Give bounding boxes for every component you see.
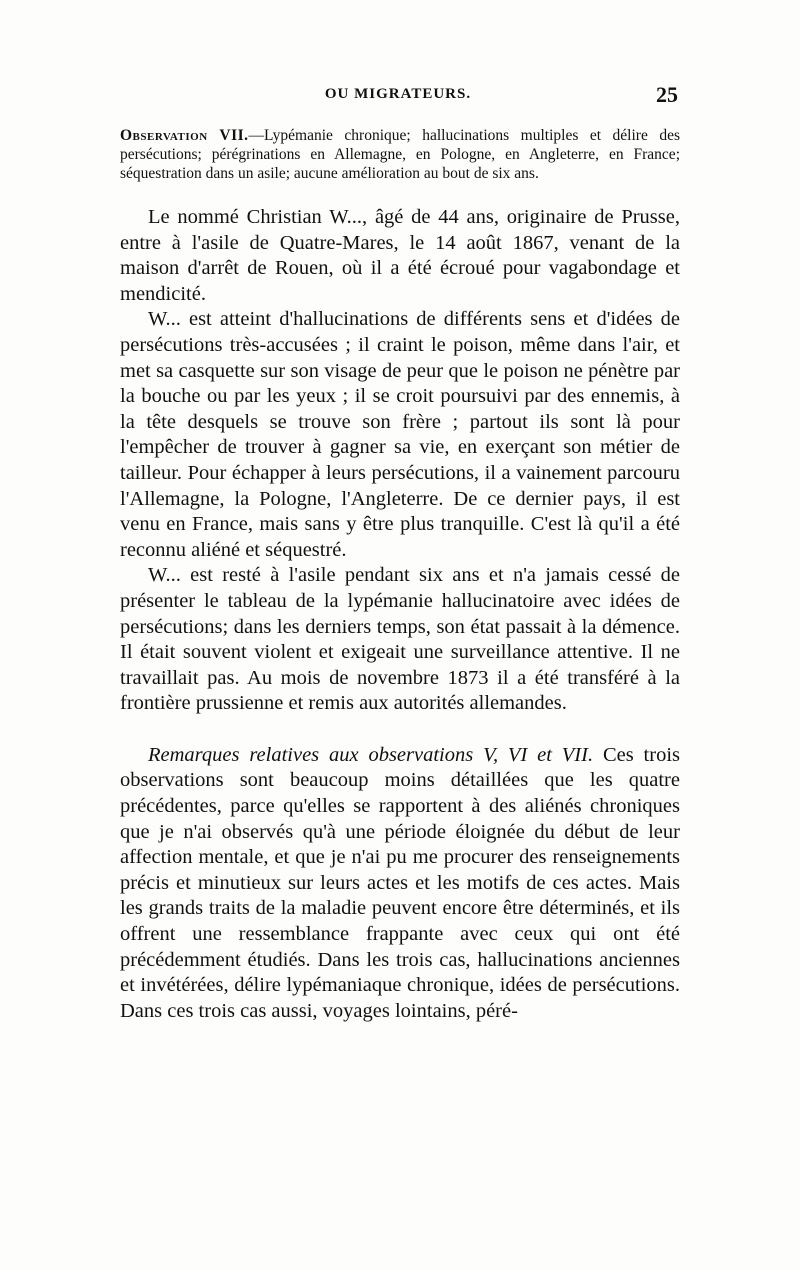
observation-label: Observation VII. bbox=[120, 127, 249, 144]
paragraph: W... est resté à l'asile pendant six ans et n'a jamais cessé de présenter le tableau de la lypémanie hallucinatoire avec idées de persécutions; dans les derniers temps, son état passait à la démence. Il était souvent violent et exigeait une surveillance attentive. Il ne travaillait pas. Au mois de novembre 1873 il a été transféré à la frontière prussienne et remis aux autorités allemandes. bbox=[120, 564, 680, 715]
remarks-text: Ces trois observations sont beaucoup moins détaillées que les quatre précédentes, parce qu'elles se rapportent à des aliénés chroniques que je n'ai observés qu'à une période éloignée du début de leur affection mentale, et que je n'ai pu me procurer des renseignements précis et minutieux sur leurs actes et les motifs de ces actes. Mais les grands traits de la maladie peuvent encore être déterminés, et ils offrent une ressemblance frappante avec ceux qui ont été précédemment étudiés. Dans les trois cas, hallucinations anciennes et invétérées, délire lypémaniaque chronique, idées de persécutions. Dans ces trois cas aussi, voyages lointains, péré- bbox=[120, 743, 681, 1022]
paragraph: Le nommé Christian W..., âgé de 44 ans, originaire de Prusse, entre à l'asile de Quatre-Mares, le 14 août 1867, venant de la maison d'arrêt de Rouen, où il a été écroué pour vagabondage et mendicité. bbox=[120, 206, 680, 305]
paragraph: W... est atteint d'hallucinations de différents sens et d'idées de persécutions très-accusées ; il craint le poison, même dans l'air, et met sa casquette sur son visage de peur que le poison ne pénètre par la bouche ou par les yeux ; il se croit poursuivi par des ennemis, à la tête desquels se trouve son frère ; partout ils sont là pour l'empêcher de trouver à gagner sa vie, en exerçant son métier de tailleur. Pour échapper à leurs persécutions, il a vainement parcouru l'Allemagne, la Pologne, l'Angleterre. De ce dernier pays, il est venu en France, mais sans y être plus tranquille. C'est là qu'il a été reconnu aliéné et séquestré. bbox=[120, 308, 680, 561]
page-number: 25 bbox=[656, 82, 678, 107]
remarks-title: Remarques relatives aux observations V, VI et VII. bbox=[148, 743, 594, 766]
running-title: OU MIGRATEURS. bbox=[324, 86, 472, 102]
page-header bbox=[118, 82, 678, 116]
spacer bbox=[120, 717, 680, 743]
body-text bbox=[120, 205, 680, 1024]
observation-summary bbox=[120, 126, 680, 183]
observation-summary-text: —Lypémanie chronique; hallucinations multiples et délire des persécutions; pérégrinations en Allemagne, en Pologne, en Angleterre, en France; séquestration dans un asile; aucune amélioration au bout de six ans. bbox=[120, 127, 680, 182]
remarks-paragraph bbox=[120, 743, 680, 1025]
